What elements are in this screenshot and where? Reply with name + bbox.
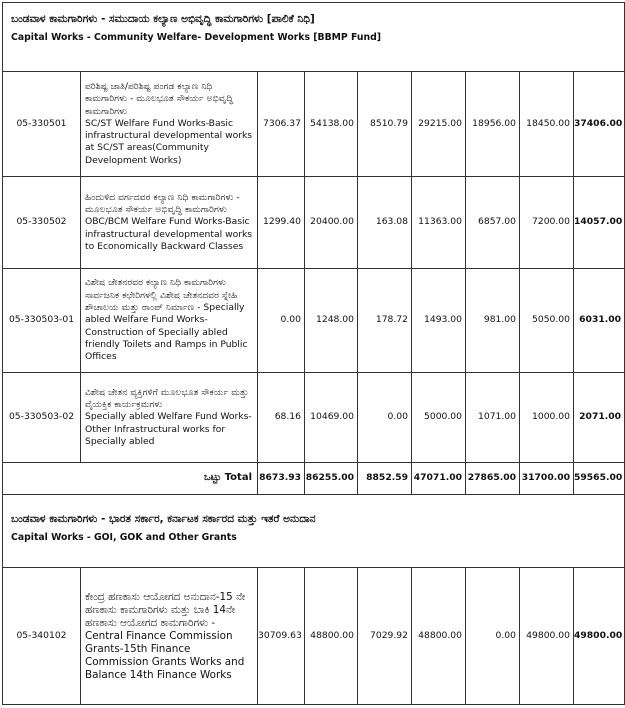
description-english: OBC/BCM Welfare Fund Works-Basic infrastructural developmental works to Economically Backward Classes [85, 216, 253, 252]
value-cell: 1000.00 [520, 373, 574, 463]
value-cell: 11363.00 [412, 177, 466, 269]
value-cell: 5000.00 [412, 373, 466, 463]
value-cell: 0.00 [358, 373, 412, 463]
section-title-kannada: ಬಂಡವಾಳ ಕಾಮಗಾರಿಗಳು - ಸಮುದಾಯ ಕಲ್ಯಾಣ ಅಭಿವೃದ್ಧಿ ಕಾಮಗಾರಿಗಳು [ಪಾಲಿಕೆ ನಿಧಿ] [11, 13, 315, 25]
value-cell: 29215.00 [412, 72, 466, 177]
total-row [3, 463, 625, 495]
section-title-english: Capital Works - GOI, GOK and Other Grants [11, 532, 237, 543]
value-cell: 20400.00 [305, 177, 358, 269]
total-value: 27865.00 [466, 463, 520, 495]
description-english: Specially abled Welfare Fund Works- Other Infrastructural works for Specially abled [85, 411, 252, 447]
value-cell: 1493.00 [412, 269, 466, 373]
value-cell: 5050.00 [520, 269, 574, 373]
total-value: 8673.93 [258, 463, 305, 495]
table-row [3, 177, 625, 269]
value-cell: 7306.37 [258, 72, 305, 177]
total-value: 86255.00 [305, 463, 358, 495]
section-title-cell [3, 3, 625, 72]
value-cell: 178.72 [358, 269, 412, 373]
value-cell: 1071.00 [466, 373, 520, 463]
value-cell: 18956.00 [466, 72, 520, 177]
section-header-grants [3, 495, 625, 568]
total-value: 8852.59 [358, 463, 412, 495]
value-cell: 1248.00 [305, 269, 358, 373]
value-cell: 7029.92 [358, 568, 412, 705]
description-kannada: ಪರಿಶಿಷ್ಟ ಜಾತಿ/ಪರಿಶಿಷ್ಟ ಪಂಗಡ ಕಲ್ಯಾಣ ನಿಧಿ ಕಾಮಗಾರಿಗಳು - ಮೂಲಭೂತ ಸೌಕರ್ಯ ಅಭಿವೃದ್ಧಿ ಕಾಮಗಾರಿಗಳು [85, 80, 234, 117]
account-code: 05-340102 [3, 568, 81, 705]
table-row [3, 568, 625, 705]
value-cell: 10469.00 [305, 373, 358, 463]
value-cell-total: 6031.00 [574, 269, 625, 373]
description-kannada: ವಿಶೇಷ ಚೇತನ ವ್ಯಕ್ತಿಗಳಿಗೆ ಮೂಲಭೂತ ಸೌಕರ್ಯ ಮತ್ತು ವೈಯಕ್ತಿಕ ಕಾರ್ಯಕ್ರಮಗಳು [85, 386, 249, 411]
value-cell-total: 14057.00 [574, 177, 625, 269]
value-cell: 6857.00 [466, 177, 520, 269]
account-code: 05-330501 [3, 72, 81, 177]
value-cell: 54138.00 [305, 72, 358, 177]
table-row [3, 373, 625, 463]
value-cell-total: 37406.00 [574, 72, 625, 177]
total-value: 47071.00 [412, 463, 466, 495]
value-cell: 18450.00 [520, 72, 574, 177]
description [81, 177, 258, 269]
value-cell: 48800.00 [305, 568, 358, 705]
table-row [3, 72, 625, 177]
value-cell: 0.00 [258, 269, 305, 373]
value-cell: 7200.00 [520, 177, 574, 269]
description [81, 269, 258, 373]
section-title-english: Capital Works - Community Welfare- Development Works [BBMP Fund] [11, 32, 381, 43]
value-cell: 1299.40 [258, 177, 305, 269]
description-kannada: ಕೇಂದ್ರ ಹಣಕಾಸು ಆಯೋಗದ ಅನುದಾನ-15 ನೇ ಹಣಕಾಸು ಕಾಮಗಾರಿಗಳು ಮತ್ತು ಬಾಕಿ 14ನೇ ಹಣಕಾಸು ಆಯೋಗದ ಕಾಮಗಾರಿಗಳು - [85, 590, 246, 629]
total-label: ಒಟ್ಟು Total [3, 463, 258, 495]
value-cell: 8510.79 [358, 72, 412, 177]
description [81, 568, 258, 705]
section-header-community-welfare [3, 3, 625, 72]
section-title-kannada: ಬಂಡವಾಳ ಕಾಮಗಾರಿಗಳು - ಭಾರತ ಸರ್ಕಾರ, ಕರ್ನಾಟಕ ಸರ್ಕಾರದ ಮತ್ತು ಇತರೆ ಅನುದಾನ [11, 513, 316, 525]
description-kannada: ವಿಶೇಷ ಚೇತನರವರ ಕಲ್ಯಾಣ ನಿಧಿ ಕಾಮಗಾರಿಗಳು ಸಾರ್ವಜನಿಕ ಕಛೇರಿಗಳಲ್ಲಿ ವಿಶೇಷ ಚೇತನದವರ ಸ್ನೇಹಿ ಶೌಚಾಲಯ ಮತ್ತು ರಾಂಪ್ ನಿರ್ಮಾಣ - [85, 277, 238, 314]
account-code: 05-330502 [3, 177, 81, 269]
description-kannada: ಹಿಂದುಳಿದ ವರ್ಗದವರ ಕಲ್ಯಾಣ ನಿಧಿ ಕಾಮಗಾರಿಗಳು - ಮೂಲಭೂತ ಸೌಕರ್ಯ ಅಭಿವೃದ್ಧಿ ಕಾಮಗಾರಿಗಳು [85, 191, 240, 216]
value-cell: 49800.00 [520, 568, 574, 705]
budget-table [2, 2, 625, 705]
description [81, 373, 258, 463]
account-code: 05-330503-01 [3, 269, 81, 373]
account-code: 05-330503-02 [3, 373, 81, 463]
total-value: 59565.00 [574, 463, 625, 495]
value-cell-total: 2071.00 [574, 373, 625, 463]
value-cell: 48800.00 [412, 568, 466, 705]
description [81, 72, 258, 177]
value-cell: 68.16 [258, 373, 305, 463]
value-cell: 30709.63 [258, 568, 305, 705]
description-english: SC/ST Welfare Fund Works-Basic infrastructural developmental works at SC/ST areas(Community Development Works) [85, 117, 253, 166]
table-row [3, 269, 625, 373]
value-cell: 0.00 [466, 568, 520, 705]
description-english: Specially abled Welfare Fund Works- Construction of Specially abled friendly Toilets and Ramps in Public Offices [85, 302, 248, 363]
total-value: 31700.00 [520, 463, 574, 495]
value-cell: 981.00 [466, 269, 520, 373]
value-cell: 163.08 [358, 177, 412, 269]
section-title-cell [3, 495, 625, 568]
value-cell-total: 49800.00 [574, 568, 625, 705]
description-english: Central Finance Commission Grants-15th Finance Commission Grants Works and Balance 14th Finance Works [85, 629, 245, 681]
